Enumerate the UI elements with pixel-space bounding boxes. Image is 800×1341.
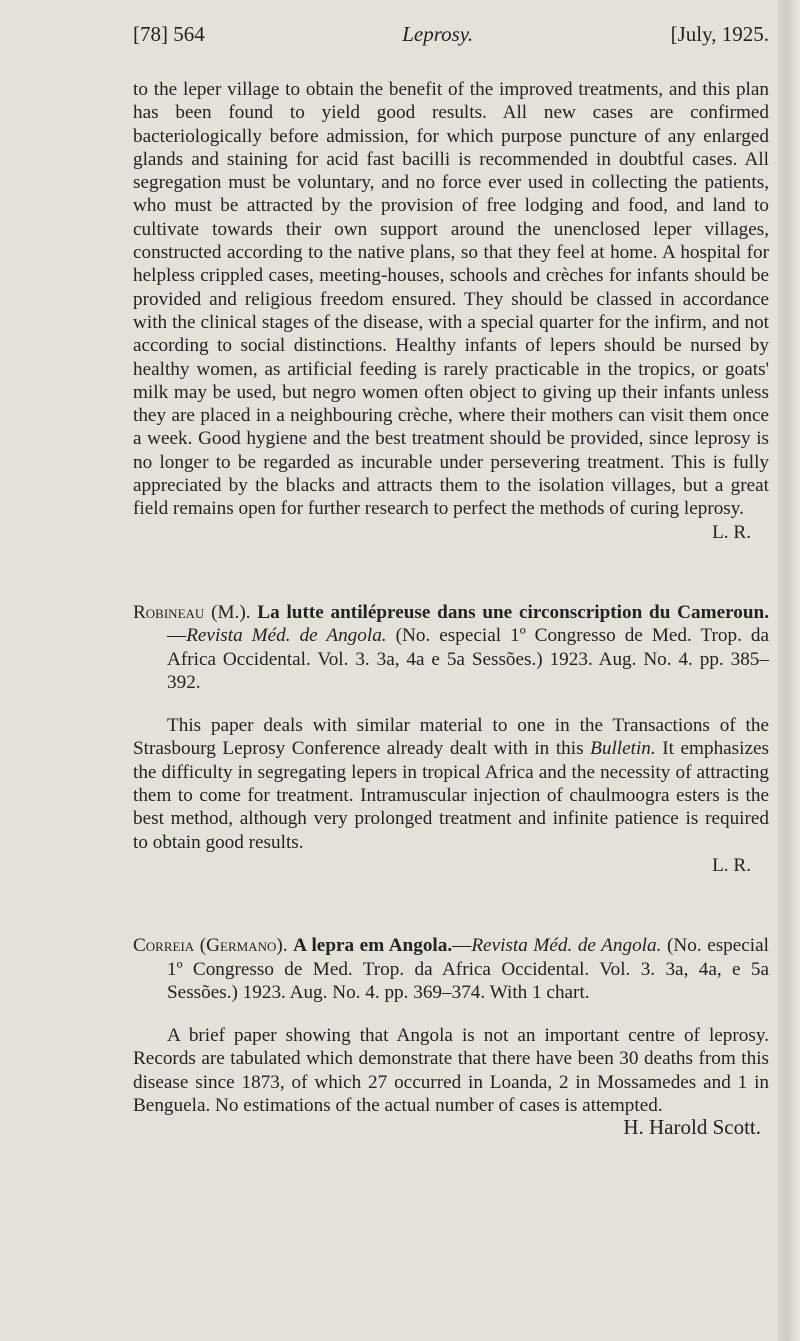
citation-author: Correia (Germano).	[133, 935, 288, 957]
citation-details: (No. especial 1º Congresso de Med. Trop. da Africa Occidental. Vol. 3. 3a, 4a, e 5a Sessões.) 1923. Aug. No. 4. pp. 369–374. With 1 chart.	[167, 935, 769, 1003]
citation-journal: Revista Méd. de Angola.	[186, 625, 387, 647]
abstract-correia: A brief paper showing that Angola is not an important centre of leprosy. Records are tabulated which demonstrate that there have been 30 deaths from this disease since 1873, of which 27 occurred in Loanda, 2 in Mossamedes and 1 in Benguela. No estimations of the actual number of cases is attempted.	[133, 1025, 769, 1116]
abstract-italic: Bulletin.	[590, 738, 656, 760]
abstract-text: This paper deals with similar material to one in the Transactions of the Strasbourg Leprosy Conference already dealt with in this	[133, 715, 769, 760]
signature-scott: H. Harold Scott.	[623, 1115, 761, 1140]
running-title: Leprosy.	[402, 22, 474, 46]
citation-correia: Correia (Germano). A lepra em Angola.—Revista Méd. de Angola. (No. especial 1º Congresso de Med. Trop. da Africa Occidental. Vol. 3. 3a, 4a, e 5a Sessões.) 1923. Aug. No. 4. pp. 369–374. With 1 chart.	[133, 935, 769, 1003]
issue-date: [July, 1925.	[670, 22, 769, 46]
page-number: [78] 564	[133, 22, 205, 46]
abstract-text: It emphasizes the difficulty in segregating lepers in tropical Africa and the necessity of attracting them to come for treatment. Intramuscular injection of chaulmoogra esters is the best method, although very prolonged treatment and infinite patience is required to obtain good results.	[133, 738, 769, 853]
signature-lr-2: L. R.	[712, 854, 751, 876]
page-content	[133, 22, 769, 1139]
signature-lr-1: L. R.	[712, 521, 751, 543]
citation-journal: Revista Méd. de Angola.	[471, 935, 662, 957]
running-header	[133, 22, 769, 56]
citation-details: (No. especial 1º Congresso de Med. Trop. da Africa Occidental. Vol. 3. 3a, 4a e 5a Sessões.) 1923. Aug. No. 4. pp. 385–392.	[167, 625, 770, 693]
citation-author: Robineau (M.).	[133, 601, 251, 623]
citation-robineau: Robineau (M.). La lutte antilépreuse dans une circonscription du Cameroun.—Revista Méd. de Angola. (No. especial 1º Congresso de Med. Trop. da Africa Occidental. Vol. 3. 3a, 4a e 5a Sessões.) 1923. Aug. No. 4. pp. 385–392.	[133, 601, 770, 693]
citation-title: La lutte antilépreuse dans une circonscription du Cameroun.	[257, 601, 770, 623]
citation-title: A lepra em Angola.	[293, 935, 453, 957]
abstract-robineau	[133, 714, 769, 854]
page-edge-shadow	[778, 0, 800, 1341]
continued-paragraph: to the leper village to obtain the benefit of the improved treatments, and this plan has been found to yield good results. All new cases are confirmed bacteriologically before admission, for which purpose puncture of any enlarged glands and staining for acid fast bacilli is recommended in doubtful cases. All segregation must be voluntary, and no force ever used in collecting the patients, who must be attracted by the provision of free lodging and food, and land to cultivate towards their own support around the unenclosed leper villages, constructed according to the native plans, so that they feel at home. A hospital for helpless crippled cases, meeting-houses, schools and crèches for infants should be provided and religious freedom ensured. They should be classed in accordance with the clinical stages of the disease, with a special quarter for the infirm, and not according to social distinctions. Healthy infants of lepers should be nursed by healthy women, as artificial feeding is rarely practicable in the tropics, or goats' milk may be used, but negro women often object to giving up their infants unless they are placed in a neighbouring crèche, where their mothers can visit them once a week. Good hygiene and the best treatment should be provided, since leprosy is no longer to be regarded as incurable under persevering treatment. This is fully appreciated by the blacks and attracts them to the isolation villages, but a great field remains open for further research to perfect the methods of curing leprosy.	[133, 79, 769, 520]
